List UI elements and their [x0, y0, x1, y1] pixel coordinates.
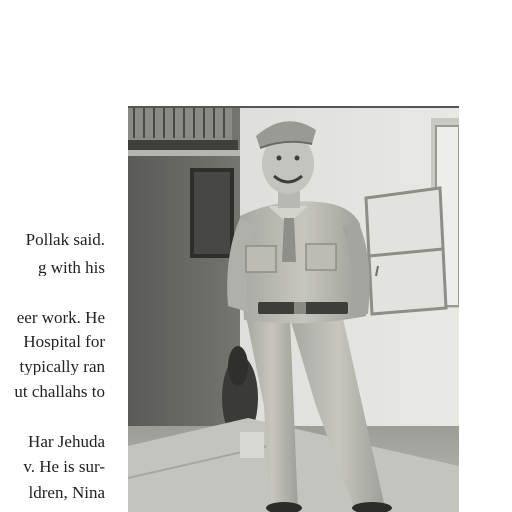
text-line: Pollak said.	[25, 231, 105, 248]
text-line: g with his	[37, 259, 105, 276]
text-line: ut challahs to	[14, 383, 105, 400]
text-line: Har Jehuda	[28, 433, 105, 450]
text-line: eer work. He	[16, 309, 105, 326]
photo-image	[128, 106, 459, 512]
text-line: typically ran	[19, 358, 105, 375]
soldier-photo	[128, 106, 459, 512]
text-line: Hospital for	[23, 333, 105, 350]
text-line: v. He is sur-	[23, 458, 105, 475]
text-line: ldren, Nina	[28, 484, 105, 501]
